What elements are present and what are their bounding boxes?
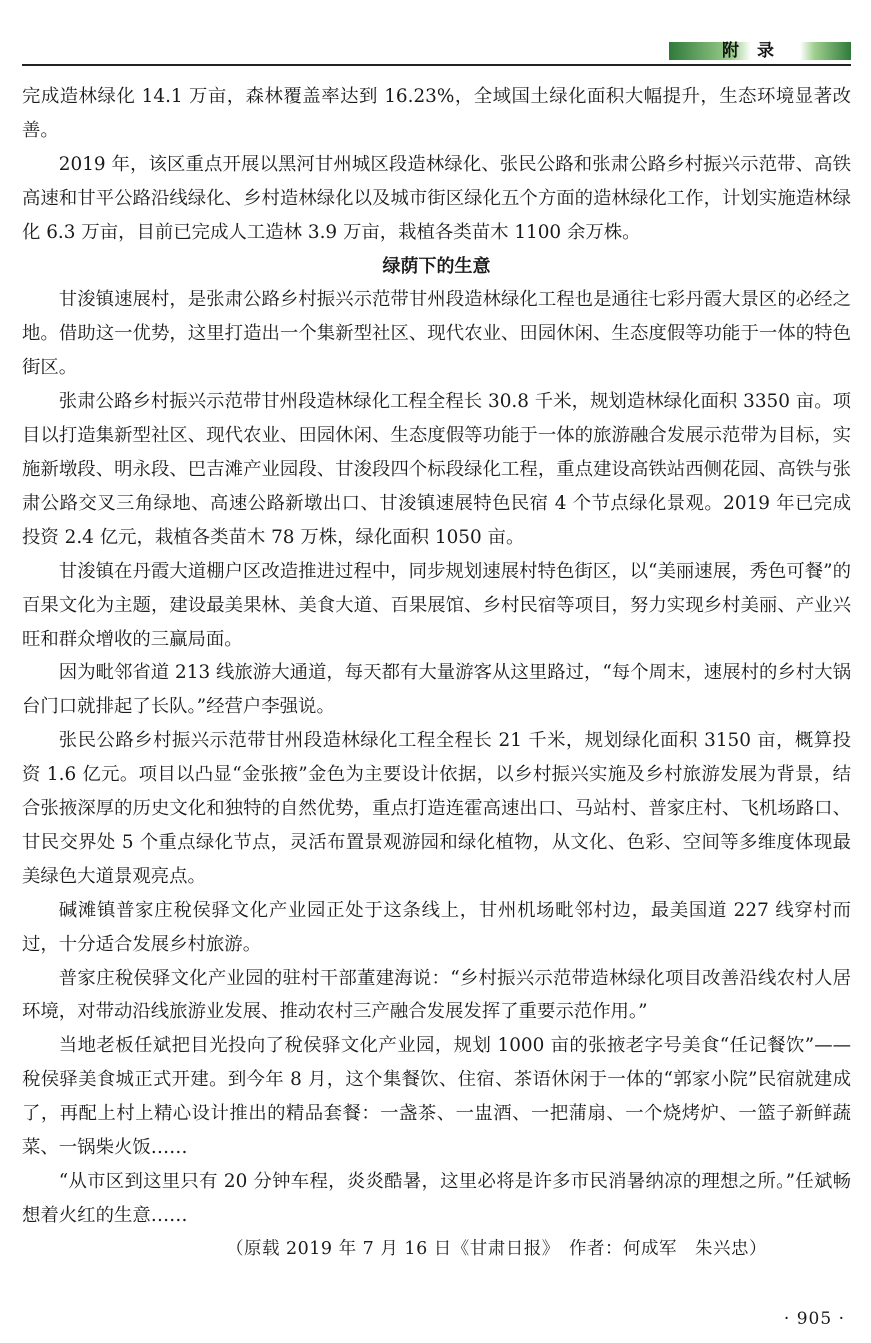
paragraph: 当地老板任斌把目光投向了稅侯驿文化产业园，规划 1000 亩的张掖老字号美食“任记餐饮”——稅侯驿美食城正式开建。到今年 8 月，这个集餐饮、住宿、茶语休闲于一体的“郭家小院”民宿就建成了，再配上村上精心设计推出的精品套餐：一盏茶、一盅酒、一把蒲扇、一个烧烤炉、一篮子新鲜蔬菜、一锅柴火饭…… bbox=[22, 1035, 851, 1159]
article-body bbox=[22, 80, 851, 1267]
page-number: · 905 · bbox=[783, 1309, 845, 1329]
paragraph: 因为毗邻省道 213 线旅游大通道，每天都有大量游客从这里路过，“每个周末，速展村的乡村大锅台门口就排起了长队。”经营户李强说。 bbox=[22, 662, 851, 718]
paragraph-continuation: 完成造林绿化 14.1 万亩，森林覆盖率达到 16.23%，全域国土绿化面积大幅提升，生态环境显著改善。 bbox=[22, 86, 851, 141]
paragraph: 甘浚镇速展村，是张肃公路乡村振兴示范带甘州段造林绿化工程也是通往七彩丹霞大景区的必经之地。借助这一优势，这里打造出一个集新型社区、现代农业、田园休闲、生态度假等功能于一体的特色街区。 bbox=[22, 289, 851, 379]
paragraph: 张肃公路乡村振兴示范带甘州段造林绿化工程全程长 30.8 千米，规划造林绿化面积 3350 亩。项目以打造集新型社区、现代农业、田园休闲、生态度假等功能于一体的旅游融合发展示范带为目标，实施新墩段、明永段、巴吉滩产业园段、甘浚段四个标段绿化工程，重点建设高铁站西侧花园、高铁与张肃公路交叉三角绿地、高速公路新墩出口、甘浚镇速展特色民宿 4 个节点绿化景观。2019 年已完成投资 2.4 亿元，栽植各类苗木 78 万株，绿化面积 1050 亩。 bbox=[22, 391, 851, 548]
paragraph: “从市区到这里只有 20 分钟车程，炎炎酷暑，这里必将是许多市民消暑纳凉的理想之所。”任斌畅想着火红的生意…… bbox=[22, 1171, 851, 1226]
section-subheading: 绿荫下的生意 bbox=[382, 255, 491, 277]
running-header bbox=[22, 40, 851, 66]
header-rule bbox=[22, 64, 851, 66]
paragraph: 普家庄稅侯驿文化产业园的驻村干部董建海说：“乡村振兴示范带造林绿化项目改善沿线农村人居环境，对带动沿线旅游业发展、推动农村三产融合发展发挥了重要示范作用。” bbox=[22, 967, 851, 1023]
header-section-label: 附 录 bbox=[722, 41, 780, 61]
source-citation: （原载 2019 年 7 月 16 日《甘肃日报》 作者：何成军 朱兴忠） bbox=[225, 1238, 768, 1259]
paragraph: 甘浚镇在丹霞大道棚户区改造推进过程中，同步规划速展村特色街区，以“美丽速展，秀色可餐”的百果文化为主题，建设最美果林、美食大道、百果展馆、乡村民宿等项目，努力实现乡村美丽、产业兴旺和群众增收的三赢局面。 bbox=[22, 560, 851, 650]
paragraph: 碱滩镇普家庄稅侯驿文化产业园正处于这条线上，甘州机场毗邻村边，最美国道 227 线穿村而过，十分适合发展乡村旅游。 bbox=[22, 899, 851, 955]
paragraph: 2019 年，该区重点开展以黑河甘州城区段造林绿化、张民公路和张肃公路乡村振兴示范带、高铁高速和甘平公路沿线绿化、乡村造林绿化以及城市街区绿化五个方面的造林绿化工作，计划实施造林绿化 6.3 万亩，目前已完成人工造林 3.9 万亩，栽植各类苗木 1100 余万株。 bbox=[22, 153, 851, 243]
paragraph: 张民公路乡村振兴示范带甘州段造林绿化工程全程长 21 千米，规划绿化面积 3150 亩，概算投资 1.6 亿元。项目以凸显“金张掖”金色为主要设计依据，以乡村振兴实施及乡村旅游发展为背景，结合张掖深厚的历史文化和独特的自然优势，重点打造连霍高速出口、马站村、普家庄村、飞机场路口、甘民交界处 5 个重点绿化节点，灵活布置景观游园和绿化植物，从文化、色彩、空间等多维度体现最美绿色大道景观亮点。 bbox=[22, 730, 851, 887]
